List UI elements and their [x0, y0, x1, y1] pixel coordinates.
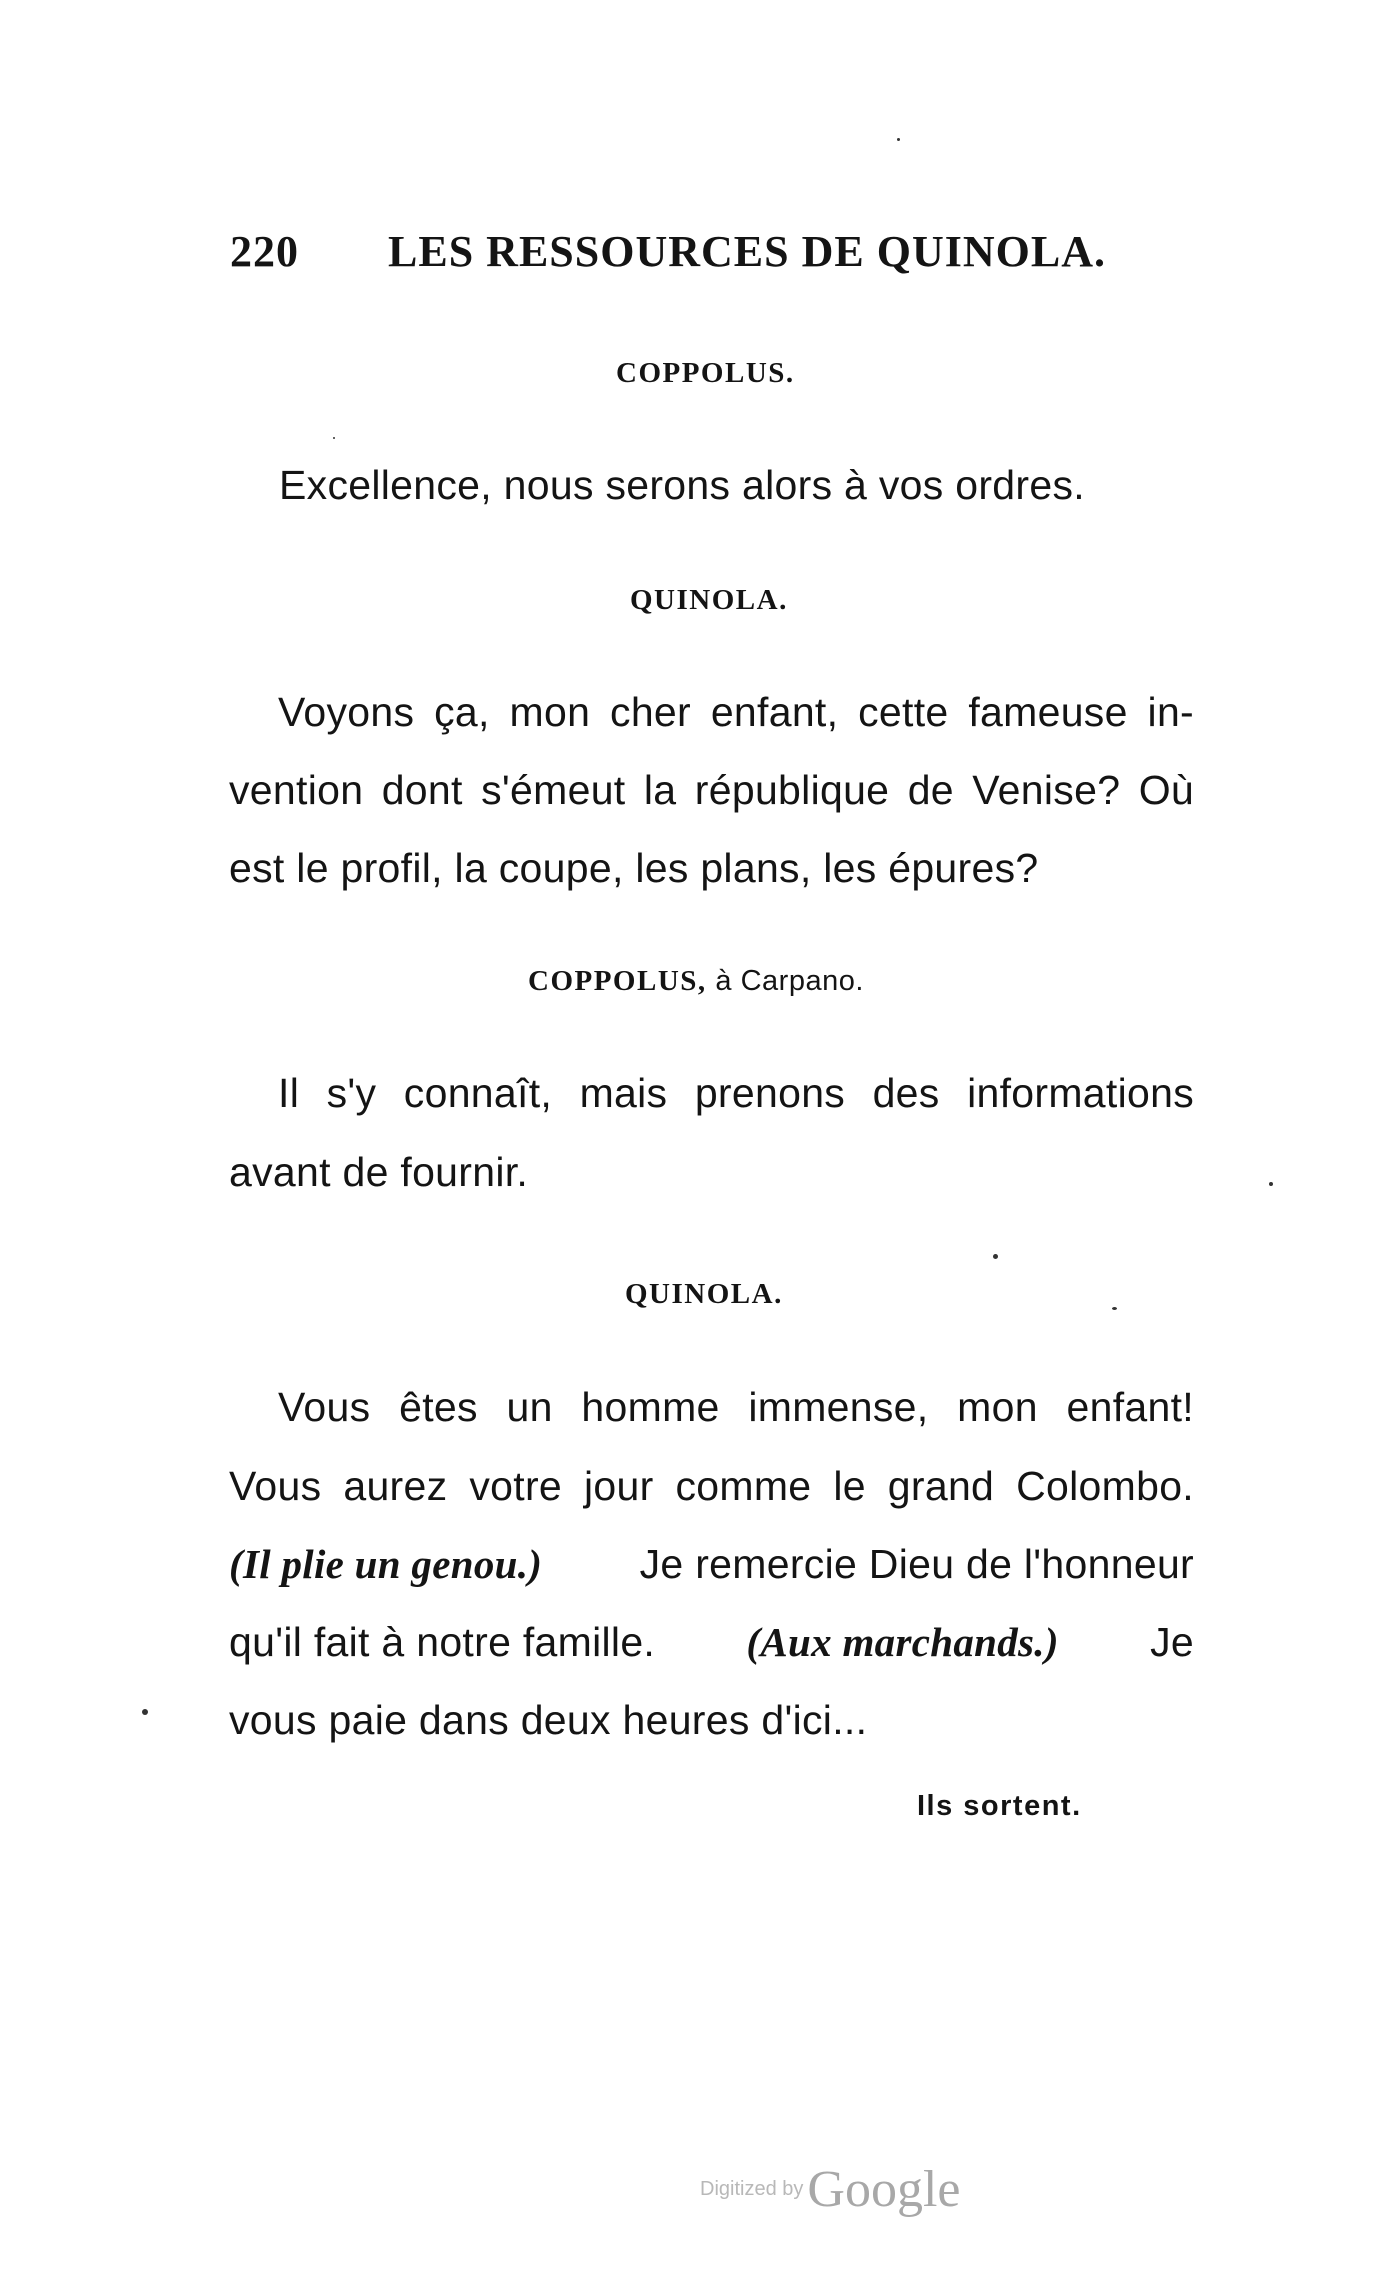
paper-speck [1269, 1182, 1273, 1186]
stage-aside: à Carpano. [715, 965, 864, 997]
dialogue-line: Voyons ça, mon cher enfant, cette fameuse in- [278, 689, 1194, 735]
dialogue-text: Je [1150, 1619, 1194, 1665]
page-header [230, 226, 1110, 286]
dialogue-line [229, 1541, 1194, 1587]
speaker-name: COPPOLUS, [528, 965, 707, 997]
stage-direction: (Il plie un genou.) [229, 1541, 543, 1587]
paper-speck [142, 1709, 148, 1715]
dialogue-line: avant de fournir. [229, 1149, 529, 1195]
paper-speck [333, 437, 335, 439]
dialogue-line: vention dont s'émeut la république de Venise? Où [229, 767, 1194, 813]
speaker-cue [528, 965, 864, 998]
dialogue-text: Je remercie Dieu de l'honneur [639, 1541, 1194, 1587]
watermark-brand: Google [807, 2161, 961, 2218]
paper-speck [897, 138, 900, 141]
dialogue-line: vous paie dans deux heures d'ici... [229, 1697, 868, 1743]
watermark-prefix: Digitized by [700, 2178, 804, 2200]
dialogue-line: Vous êtes un homme immense, mon enfant! [278, 1384, 1194, 1430]
running-title: LES RESSOURCES DE QUINOLA. [388, 227, 1106, 276]
dialogue-line [229, 1619, 1194, 1665]
stage-direction: (Aux marchands.) [746, 1619, 1059, 1665]
dialogue-text: qu'il fait à notre famille. [229, 1619, 656, 1665]
dialogue-line: Vous aurez votre jour comme le grand Colombo. [229, 1463, 1194, 1509]
speaker-name: COPPOLUS. [616, 357, 795, 389]
speaker-name: QUINOLA. [625, 1278, 783, 1310]
dialogue-line: Excellence, nous serons alors à vos ordres. [279, 462, 1085, 508]
stage-exit: Ils sortent. [917, 1790, 1082, 1822]
speaker-name: QUINOLA. [630, 584, 788, 616]
digitization-watermark [700, 2160, 960, 2220]
dialogue-line: Il s'y connaît, mais prenons des informations [278, 1070, 1194, 1116]
paper-speck [993, 1254, 998, 1259]
page-number: 220 [230, 227, 299, 276]
paper-speck [1112, 1307, 1117, 1310]
dialogue-line: est le profil, la coupe, les plans, les épures? [229, 845, 1039, 891]
